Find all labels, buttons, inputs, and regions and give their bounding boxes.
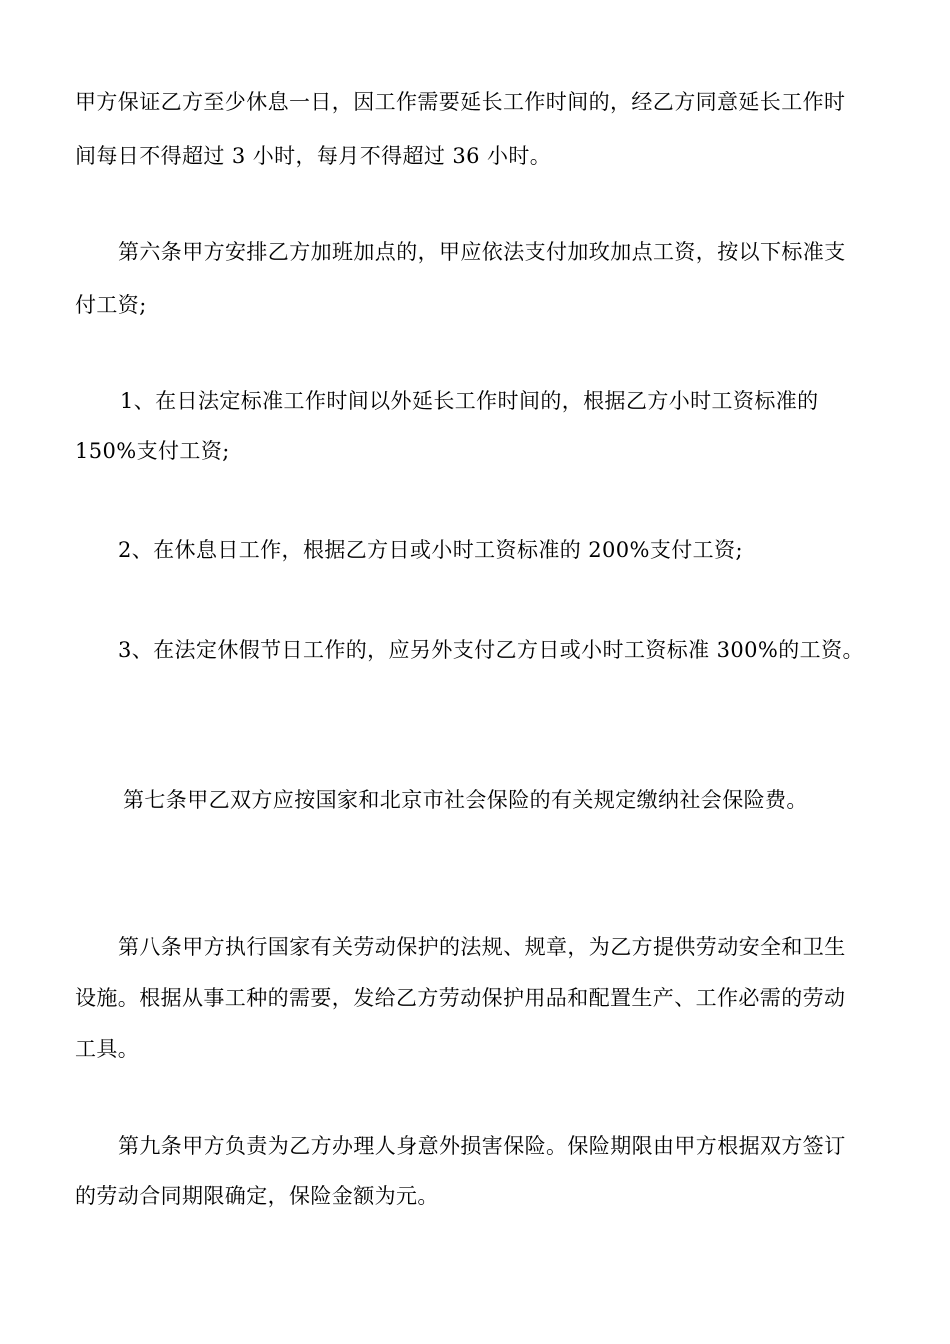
paragraph-line: 付工资; — [75, 293, 147, 317]
paragraph-line: 间每日不得超过 3 小时，每月不得超过 36 小时。 — [75, 144, 552, 168]
paragraph-line: 3、在法定休假节日工作的，应另外支付乙方日或小时工资标准 300%的工资。 — [118, 638, 864, 662]
paragraph-line: 第六条甲方安排乙方加班加点的，甲应依法支付加玫加点工资，按以下标准支 — [118, 240, 846, 264]
paragraph-line: 甲方保证乙方至少休息一日，因工作需要延长工作时间的，经乙方同意延长工作时 — [75, 90, 846, 114]
paragraph-line: 2、在休息日工作，根据乙方日或小时工资标准的 200%支付工资; — [118, 538, 743, 562]
paragraph-line: 工具。 — [75, 1037, 140, 1061]
paragraph-line: 1、在日法定标准工作时间以外延长工作时间的，根据乙方小时工资标准的 — [120, 389, 819, 413]
paragraph-line: 设施。根据从事工种的需要，发给乙方劳动保护用品和配置生产、工作必需的劳动 — [75, 986, 846, 1010]
paragraph-line: 第八条甲方执行国家有关劳动保护的法规、规章，为乙方提供劳动安全和卫生 — [118, 935, 846, 959]
paragraph-line: 的劳动合同期限确定，保险金额为元。 — [75, 1184, 439, 1208]
paragraph-line: 第七条甲乙双方应按国家和北京市社会保险的有关规定缴纳社会保险费。 — [123, 788, 808, 812]
paragraph-line: 第九条甲方负责为乙方办理人身意外损害保险。保险期限由甲方根据双方签订 — [118, 1134, 846, 1158]
paragraph-line: 150%支付工资; — [75, 439, 230, 463]
